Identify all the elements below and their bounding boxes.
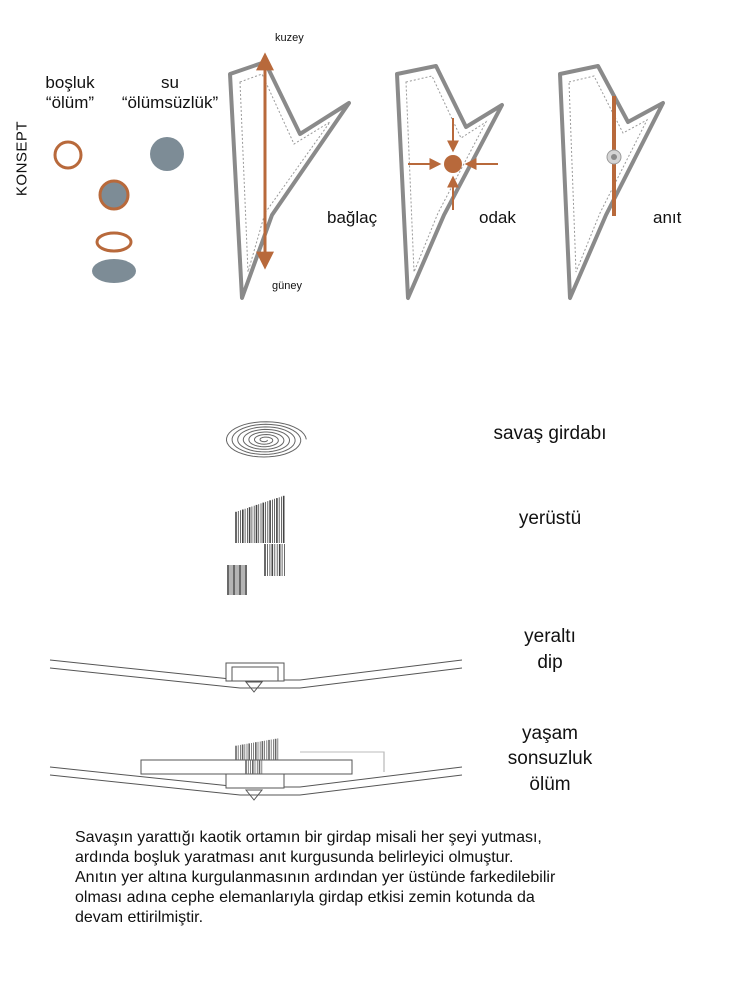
focus-point [444,155,462,173]
plan-label-baglac: bağlaç [327,208,378,227]
plan-label-odak: odak [479,208,516,227]
stage-label-vortex: savaş girdabı [493,423,607,444]
concept-title: KONSEPT [13,120,31,197]
stage-label-infinity: sonsuzluk [507,748,593,769]
life-infinity-death-section-illustration [50,738,462,800]
plan-anit [560,66,663,298]
water-label: su [161,73,179,92]
water-ellipse-symbol [92,259,136,283]
plan-label-anit: anıt [653,208,682,227]
description-paragraph [75,828,635,928]
stage-label-death: ölüm [529,774,571,795]
void-ring-symbol [55,142,81,168]
plan-odak [397,66,502,298]
stage-label-above-ground: yerüstü [518,508,582,529]
void-water-combined-symbol [100,181,128,209]
vortex-spiral-illustration [227,422,307,457]
water-meaning: “ölümsüzlük” [121,93,219,112]
north-label: kuzey [275,32,304,44]
stage-label-life: yaşam [522,723,578,744]
underground-section-illustration [50,660,462,692]
above-ground-facade-illustration [228,496,285,595]
water-circle-symbol [150,137,184,171]
concept-symbols [55,137,184,283]
description-line: Anıtın yer altına kurgulanmasının ardından yer üstünde farkedilebilir [75,869,556,886]
south-label: güney [272,280,302,292]
description-line: devam ettirilmiştir. [75,909,204,926]
stage-label-underground: yeraltı [524,626,576,647]
plan-baglac [230,56,349,298]
description-line: olması adına cephe elemanlarıyla girdap etkisi zemin kotunda da [75,889,535,906]
stage-label-bottom: dip [537,652,563,673]
void-meaning: “ölüm” [45,93,95,112]
void-label: boşluk [45,73,95,92]
description-line: Savaşın yarattığı kaotik ortamın bir girdap misali her şeyi yutması, [75,829,542,846]
void-ring-flat-symbol [97,233,131,251]
description-line: ardında boşluk yaratması anıt kurgusunda belirleyici olmuştur. [75,849,514,866]
